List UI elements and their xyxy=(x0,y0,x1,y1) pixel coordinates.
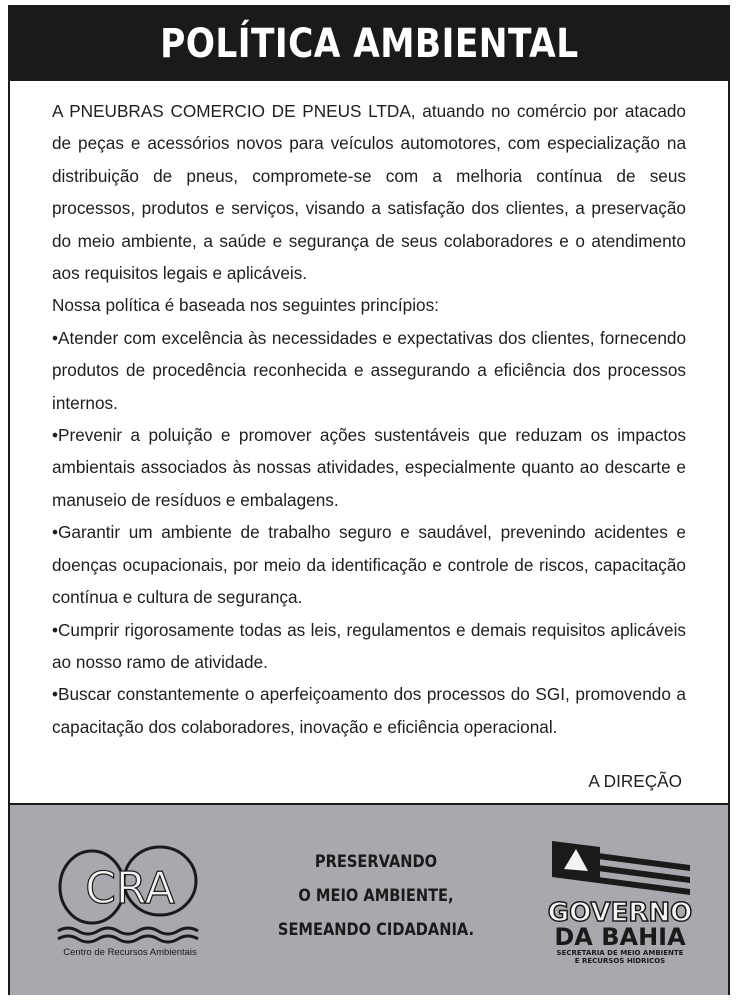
principle-item: •Garantir um ambiente de trabalho seguro e saudável, prevenindo acidentes e doenças ocupacionais, por meio da identificação e controle de riscos, capacitação contínua e cultura de segurança. xyxy=(52,522,686,608)
footer-band xyxy=(10,803,728,995)
cra-logo-caption: Centro de Recursos Ambientais xyxy=(63,947,197,958)
slogan-line: PRESERVANDO xyxy=(314,852,438,872)
wave-icon xyxy=(58,928,198,934)
gov-logo-line1: GOVERNO xyxy=(547,898,693,928)
slogan xyxy=(246,845,506,947)
principle-item: •Buscar constantemente o aperfeiçoamento dos processos do SGI, promovendo a capacitação dos colaboradores, inovação e eficiência operacional. xyxy=(52,684,686,737)
principle-item: •Atender com excelência às necessidades e expectativas dos clientes, fornecendo produtos de procedência reconhecida e assegurando a eficiência dos processos internos. xyxy=(52,327,686,413)
slogan-line: O MEIO AMBIENTE, xyxy=(298,886,454,906)
gov-logo-sub1: SECRETARIA DE MEIO AMBIENTE xyxy=(556,949,684,957)
cra-logo-letters: CRA xyxy=(85,863,175,914)
intro-paragraph: A PNEUBRAS COMERCIO DE PNEUS LTDA, atuando no comércio por atacado de peças e acessórios novos para veículos automotores, com especialização na distribuição de pneus, compromete-se com a melhoria contínua de seus processos, produtos e serviços, visando a satisfação dos clientes, a preservação do meio ambiente, a saúde e segurança de seus colaboradores e o atendimento aos requisitos legais e aplicáveis. xyxy=(52,101,686,284)
cra-logo xyxy=(50,839,210,959)
policy-poster xyxy=(8,5,730,995)
page-title: POLÍTICA AMBIENTAL xyxy=(159,21,579,67)
principle-item: •Cumprir rigorosamente todas as leis, regulamentos e demais requisitos aplicáveis ao nosso ramo de atividade. xyxy=(52,619,686,672)
governo-bahia-logo xyxy=(540,835,700,965)
principles-heading: Nossa política é baseada nos seguintes princípios: xyxy=(52,295,439,316)
policy-text xyxy=(52,95,686,743)
slogan-line: SEMEANDO CIDADANIA. xyxy=(277,920,475,940)
principle-item: •Prevenir a poluição e promover ações sustentáveis que reduzam os impactos ambientais associados às nossas atividades, especialmente quanto ao descarte e manuseio de resíduos e embalagens. xyxy=(52,425,686,510)
title-bar xyxy=(10,7,728,81)
gov-logo-sub2: E RECURSOS HÍDRICOS xyxy=(574,957,666,965)
signature: A DIREÇÃO xyxy=(588,771,682,791)
wave-icon xyxy=(58,936,198,942)
gov-logo-line2: DA BAHIA xyxy=(554,923,686,951)
bahia-flag-icon xyxy=(552,841,690,895)
